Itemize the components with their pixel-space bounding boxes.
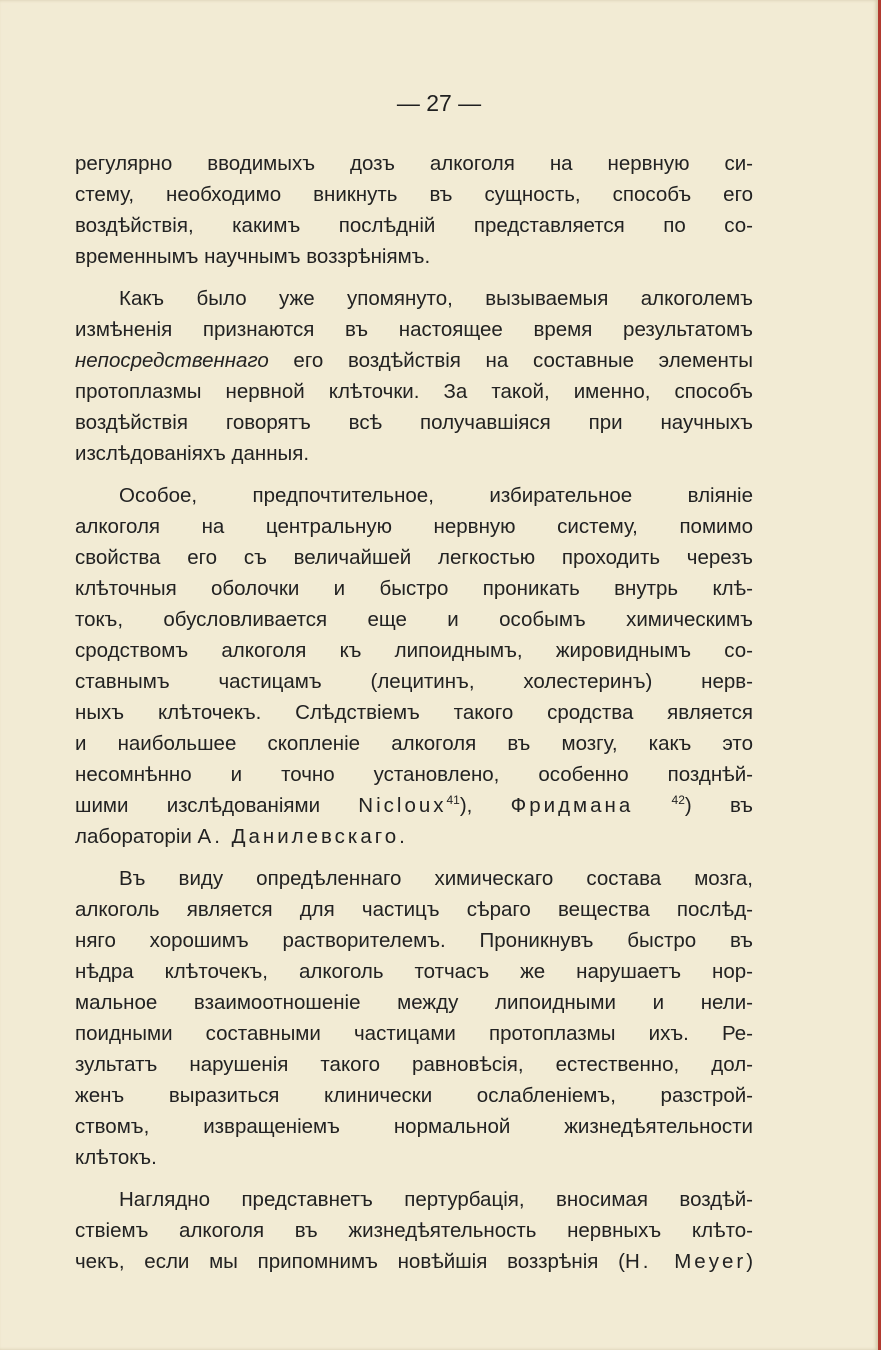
text-line: клѣтокъ.	[75, 1146, 157, 1169]
text-segment: его воздѣйствія на составные элементы	[268, 349, 753, 372]
text-line: несомнѣнно и точно установлено, особенно позднѣй-	[75, 763, 753, 786]
text-line: измѣненія признаются въ настоящее время результатомъ	[75, 318, 753, 341]
paragraph-4	[75, 863, 753, 1173]
text-line	[75, 345, 753, 376]
author-name: Nicloux	[358, 794, 447, 817]
text-line: мальное взаимоотношеніе между липоидными и нели-	[75, 991, 753, 1014]
text-line: изслѣдованіяхъ данныя.	[75, 442, 310, 465]
text-line: и наибольшее скопленіе алкоголя въ мозгу, какъ это	[75, 732, 753, 755]
text-line: воздѣйствія, какимъ послѣдній представляется по со-	[75, 214, 753, 237]
text-line: регулярно вводимыхъ дозъ алкоголя на нервную си-	[75, 152, 753, 175]
paragraph-2	[75, 283, 753, 469]
text-line: Особое, предпочтительное, избирательное вліяніе	[119, 484, 753, 507]
author-name: А. Данилевскаго.	[197, 825, 408, 848]
body-text	[75, 148, 753, 1277]
text-line: няго хорошимъ растворителемъ. Проникнувъ быстро въ	[75, 929, 753, 952]
text-line: Въ виду опредѣленнаго химическаго состава мозга,	[119, 867, 753, 890]
text-line: протоплазмы нервной клѣточки. За такой, именно, способъ	[75, 380, 753, 403]
text-segment: ),	[459, 794, 473, 817]
text-line: нѣдра клѣточекъ, алкоголь тотчасъ же нарушаетъ нор-	[75, 960, 753, 983]
text-line: поидными составными частицами протоплазмы ихъ. Ре-	[75, 1022, 753, 1045]
text-line	[75, 1246, 753, 1277]
text-line: женъ выразиться клинически ослабленіемъ, разстрой-	[75, 1084, 753, 1107]
reference-line	[75, 790, 753, 821]
text-segment: )	[746, 1250, 754, 1273]
footnote-ref: 42	[671, 793, 685, 807]
text-line: ставнымъ частицамъ (лецитинъ, холестеринъ) нерв-	[75, 670, 753, 693]
text-line: клѣточныя оболочки и быстро проникать внутрь клѣ-	[75, 577, 753, 600]
text-segment: ) въ	[684, 794, 753, 817]
text-line: Какъ было уже упомянуто, вызываемыя алкоголемъ	[119, 287, 753, 310]
text-line: алкоголя на центральную нервную систему, помимо	[75, 515, 753, 538]
page-number: — 27 —	[396, 90, 482, 116]
text-segment: чекъ, если мы припомнимъ новѣйшія воззрѣнія (	[75, 1250, 625, 1273]
text-line: зультатъ нарушенія такого равновѣсія, естественно, дол-	[75, 1053, 753, 1076]
text-line: ствіемъ алкоголя въ жизнедѣятельность нервныхъ клѣто-	[75, 1219, 753, 1242]
text-line	[75, 821, 753, 852]
text-line: временнымъ научнымъ воззрѣніямъ.	[75, 245, 431, 268]
text-line: алкоголь является для частицъ сѣраго вещества послѣд-	[75, 898, 753, 921]
paragraph-1	[75, 148, 753, 272]
text-line: Наглядно представнетъ пертурбація, вносимая воздѣй-	[119, 1188, 753, 1211]
paragraph-3	[75, 480, 753, 852]
footnote-ref: 41	[446, 793, 460, 807]
text-line: сродствомъ алкоголя къ липоиднымъ, жировиднымъ со-	[75, 639, 753, 662]
author-name: Фридмана	[510, 794, 634, 817]
text-line: стему, необходимо вникнуть въ сущность, способъ его	[75, 183, 753, 206]
text-segment: шими изслѣдованіями	[75, 794, 321, 817]
text-line: ныхъ клѣточекъ. Слѣдствіемъ такого сродства является	[75, 701, 753, 724]
text-line: ствомъ, извращеніемъ нормальной жизнедѣятельности	[75, 1115, 753, 1138]
author-name: H. Meyer	[624, 1250, 747, 1273]
text-segment: лабораторіи	[75, 825, 192, 848]
text-line: свойства его съ величайшей легкостью проходить черезъ	[75, 546, 753, 569]
text-line: воздѣйствія говорятъ всѣ получавшіяся при научныхъ	[75, 411, 753, 434]
emphasis-text: непосредственнаго	[75, 349, 269, 372]
text-line: токъ, обусловливается еще и особымъ химическимъ	[75, 608, 753, 631]
paragraph-5	[75, 1184, 753, 1277]
